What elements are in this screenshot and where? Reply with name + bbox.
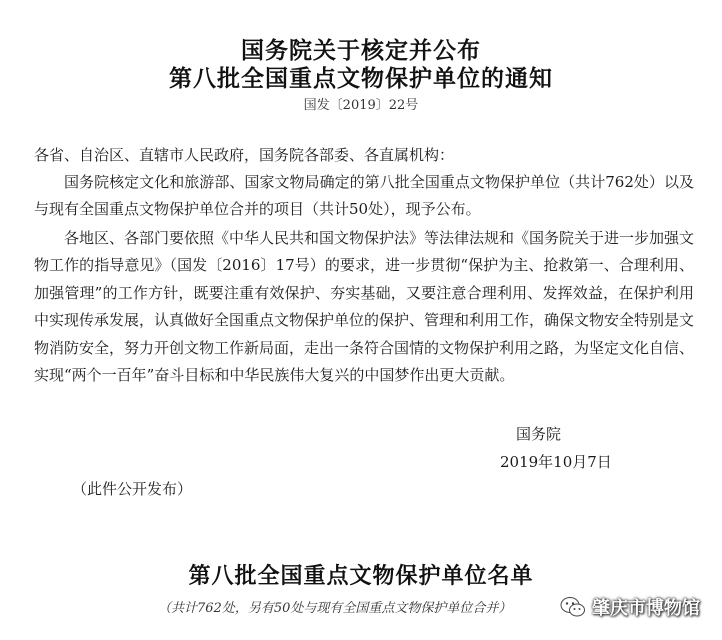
- publication-note: （此件公开发布）: [72, 480, 193, 498]
- account-watermark: [560, 594, 700, 620]
- paragraph-announcement: 国务院核定文化和旅游部、国家文物局确定的第八批全国重点文物保护单位（共计762处）以及与现有全国重点文物保护单位合并的项目（共计50处），现予公布。: [34, 173, 694, 219]
- watermark-text: 肇庆市博物馆: [592, 598, 700, 619]
- paragraph-requirements: 各地区、各部门要依照《中华人民共和国文物保护法》等法律法规和《国务院关于进一步加强文物工作的指导意见》（国发〔2016〕17号）的要求，进一步贯彻“保护为主、抢救第一、合理利用、加强管理”的工作方针，既要注重有效保护、夯实基础，又要注意合理利用、发挥效益，在保护利用中实现传承发展，认真做好全国重点文物保护单位的保护、管理和利用工作，确保文物安全特别是文物消防安全，努力开创文物工作新局面，走出一条符合国情的文物保护利用之路，为坚定文化自信、实现“两个一百年”奋斗目标和中华民族伟大复兴的中国梦作出更大贡献。: [34, 229, 695, 385]
- list-title: 第八批全国重点文物保护单位名单: [188, 564, 534, 589]
- issuer-signature: 国务院: [516, 425, 562, 443]
- wechat-icon: [560, 596, 586, 618]
- notice-title-line-2: 第八批全国重点文物保护单位的通知: [169, 66, 553, 92]
- issue-date: 2019年10月7日: [500, 453, 612, 471]
- addressee: 各省、自治区、直辖市人民政府，国务院各部委、各直属机构：: [34, 146, 455, 164]
- notice-title-line-1: 国务院关于核定并公布: [241, 38, 481, 64]
- document-number: 国发〔2019〕22号: [303, 98, 419, 113]
- list-subtitle: （共计762处，另有50处与现有全国重点文物保护单位合并）: [158, 601, 512, 616]
